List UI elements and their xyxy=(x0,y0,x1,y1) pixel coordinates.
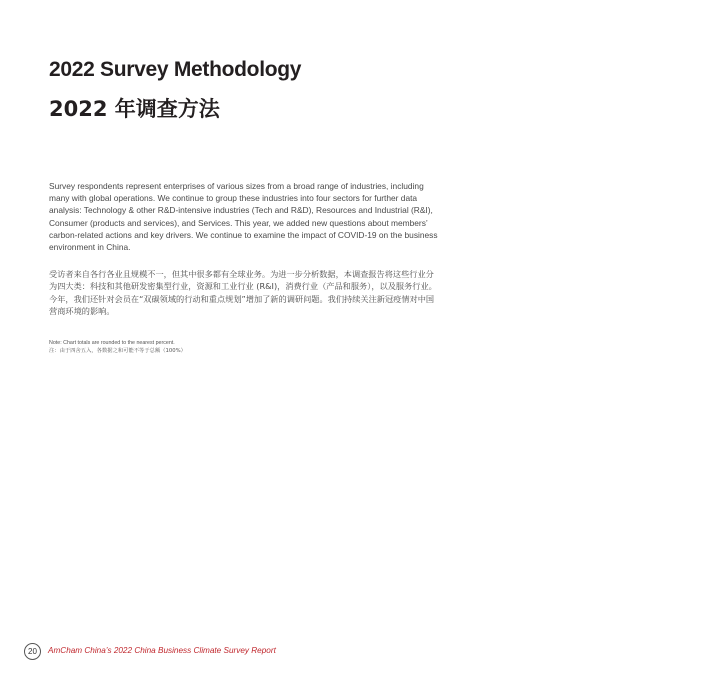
page-title-en: 2022 Survey Methodology xyxy=(49,58,302,81)
page-number: 20 xyxy=(24,643,41,660)
chart-note-en: Note: Chart totals are rounded to the nearest percent. xyxy=(49,340,175,346)
page-title-cn: 2022 年调查方法 xyxy=(49,97,220,121)
methodology-paragraph-cn: 受访者来自各行各业且规模不一，但其中很多都有全球业务。为进一步分析数据，本调查报告将这些行业分为四大类：科技和其他研发密集型行业，资源和工业行业 (R&I)，消费行业（产品和服务），以及服务行业。今年，我们还针对会员在“双碳领域的行动和重点规划”增加了新的调研问题。我们持续关注新冠疫情对中国营商环境的影响。 xyxy=(49,269,437,317)
chart-note-cn: 注：由于四舍五入，各数据之和可能不等于总额（100%） xyxy=(49,348,186,354)
footer-report-title: AmCham China’s 2022 China Business Climate Survey Report xyxy=(48,646,276,655)
methodology-paragraph-en: Survey respondents represent enterprises of various sizes from a broad range of industries, including many with global operations. We continue to group these industries into four sectors for further data analysis: Technology & other R&D-intensive industries (Tech and R&D), Resources and Industrial (R&I), Consumer (products and services), and Services. This year, we added new questions about members’ carbon-related actions and key drivers. We continue to examine the impact of COVID-19 on the business environment in China. xyxy=(49,181,438,253)
